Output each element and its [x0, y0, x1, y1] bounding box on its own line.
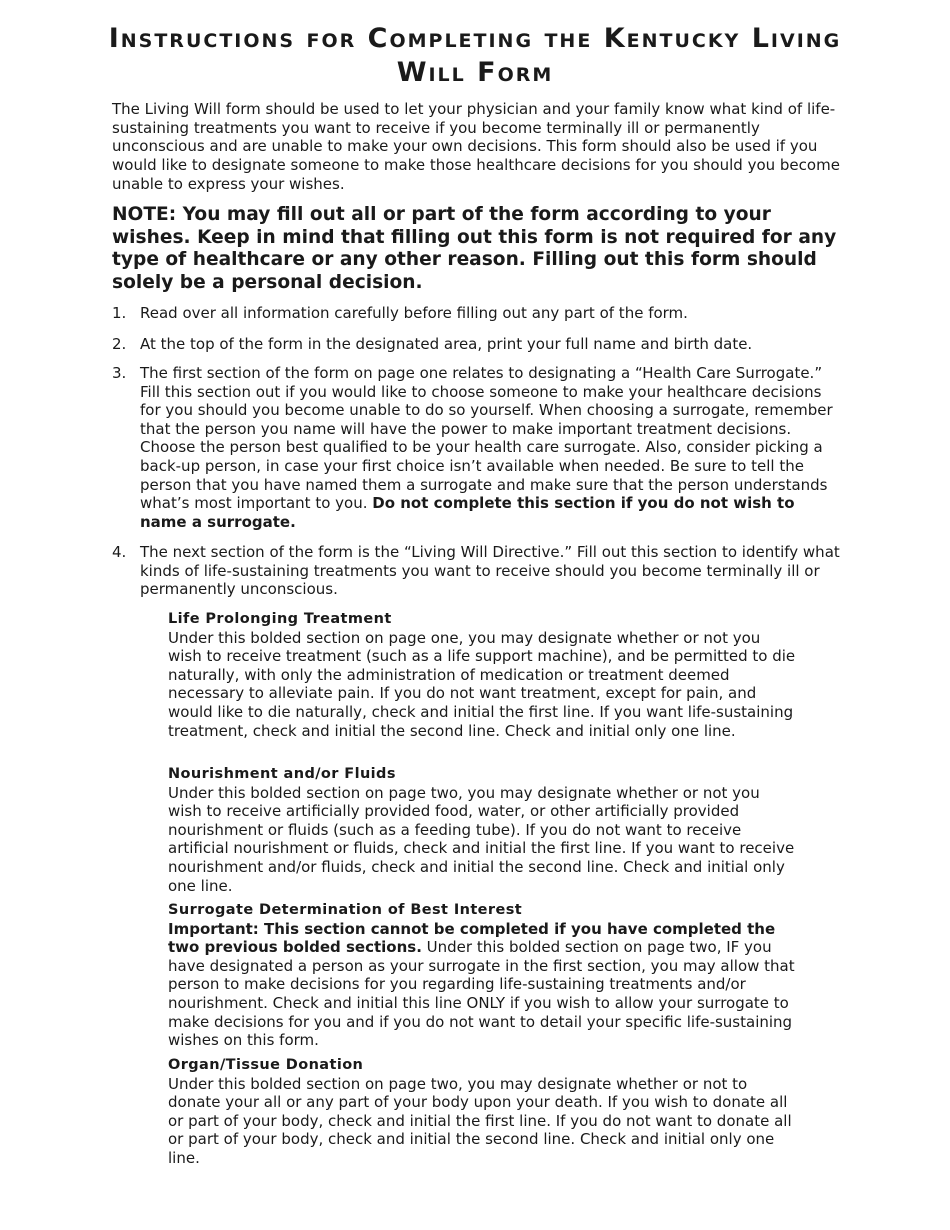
intro-paragraph: The Living Will form should be used to let your physician and your family know what kind of life-sustaining treatments you want to receive if you become terminally ill or permanently unconscious and are unable to make your own decisions. This form should also be used if you would like to designate someone to make those healthcare decisions for you should you become unable to express your wishes. [112, 100, 840, 193]
subsection-heading: Life Prolonging Treatment [168, 611, 392, 627]
subsection-nourishment [168, 765, 798, 895]
subsection-life-prolonging [168, 610, 798, 740]
subsection-body: Under this bolded section on page two, you may designate whether or not to donate your all or any part of your body upon your death. If you wish to donate all or part of your body, check and initial the first line. If you do not want to donate all or part of your body, check and initial the second line. Check and initial only one line. [168, 1074, 792, 1167]
subsection-important-note: Important: This section cannot be completed if you have completed the two previous bolded sections. [168, 919, 776, 957]
subsection-heading: Nourishment and/or Fluids [168, 766, 396, 782]
list-item [112, 304, 842, 323]
subsection-body: Under this bolded section on page one, you may designate whether or not you wish to receive treatment (such as a life support machine), and be permitted to die naturally, with only the administration of medication or treatment deemed necessary to alleviate pain. If you do not want treatment, except for pain, and would like to die naturally, check and initial the first line. If you want life-sustaining treatment, check and initial the second line. Check and initial only one line. [168, 628, 796, 740]
list-item-text: At the top of the form in the designated area, print your full name and birth date. [140, 335, 753, 353]
list-item-text: Read over all information carefully before filling out any part of the form. [140, 304, 688, 322]
list-item-text [140, 364, 842, 531]
note-paragraph: NOTE: You may fill out all or part of the form according to your wishes. Keep in mind that filling out this form is not required for any type of healthcare or any other reason. Filling out this form should solely be a personal decision. [112, 204, 837, 293]
subsection-body-text: Under this bolded section on page two, IF you have designated a person as your surrogate in the first section, you may allow that person to make decisions for you regarding life-sustaining treatments and/or nourishment. Check and initial this line ONLY if you wish to allow your surrogate to make decisions for you and if you do not want to detail your specific life-sustaining wishes on this form. [168, 938, 795, 1050]
subsection-surrogate-determination [168, 901, 798, 1050]
list-item [112, 543, 842, 599]
subsection-heading: Organ/Tissue Donation [168, 1057, 364, 1073]
list-item-number: 2. [112, 335, 127, 353]
list-item-number: 4. [112, 543, 127, 561]
list-item-number: 3. [112, 364, 127, 382]
list-item-body: The first section of the form on page one relates to designating a “Health Care Surrogate.” Fill this section out if you would like to choose someone to make your healthcare decisions for you should you become unable to do so yourself. When choosing a surrogate, remember that the person you name will have the power to make important treatment decisions. Choose the person best qualified to be your health care surrogate. Also, consider picking a back-up person, in case your first choice isn’t available when needed. Be sure to tell the person that you have named them a surrogate and make sure that the person understands what’s most important to you. [140, 364, 833, 513]
list-item-bold-note: Do not complete this section if you do not wish to name a surrogate. [140, 494, 795, 531]
list-item-text: The next section of the form is the “Living Will Directive.” Fill out this section to identify what kinds of life-sustaining treatments you want to receive should you become terminally ill or permanently unconscious. [140, 543, 840, 599]
list-item-number: 1. [112, 304, 127, 322]
page-title: Instructions for Completing the Kentucky Living Will Form [108, 23, 842, 88]
subsection-body [168, 920, 798, 1050]
subsection-heading: Surrogate Determination of Best Interest [168, 902, 523, 918]
list-item [112, 364, 842, 531]
list-item [112, 335, 842, 354]
subsection-organ-donation [168, 1056, 798, 1168]
subsection-body: Under this bolded section on page two, you may designate whether or not you wish to receive artificially provided food, water, or other artificially provided nourishment or fluids (such as a feeding tube). If you do not want to receive artificial nourishment or fluids, check and initial the first line. If you want to receive nourishment and/or fluids, check and initial the second line. Check and initial only one line. [168, 783, 795, 895]
